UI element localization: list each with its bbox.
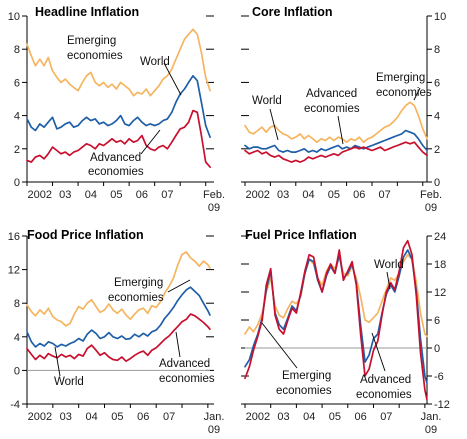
- food-panel: [8, 228, 225, 436]
- food-x-tick-label: 03: [59, 411, 72, 423]
- food-annotation: economies: [159, 373, 215, 385]
- fuel-panel: [241, 228, 450, 436]
- fuel-x-tick-label: 03: [277, 411, 290, 423]
- core-annotation: Advanced: [306, 88, 358, 100]
- headline-x-tick-label: 05: [110, 189, 123, 201]
- food-x-tick-label: 05: [111, 411, 124, 423]
- fuel-x-tick-label: 07: [380, 411, 393, 423]
- fuel-x-end-label: 09: [424, 424, 438, 436]
- fuel-x-tick-label: 2002: [245, 411, 271, 423]
- core-annotation: Emerging: [376, 72, 426, 84]
- food-y-tick-label: 4: [13, 331, 20, 344]
- headline-panel: [8, 5, 225, 214]
- core-y-tick-label: 4: [434, 110, 441, 123]
- food-title: Food Price Inflation: [27, 228, 144, 242]
- headline-x-tick-label: 06: [135, 189, 149, 201]
- food-leader-line: [176, 332, 180, 357]
- food-annotation: Emerging: [114, 277, 164, 289]
- headline-annotation: economies: [67, 50, 123, 62]
- core-x-tick-label: 05: [327, 189, 341, 201]
- core-panel: [241, 5, 446, 214]
- fuel-title: Fuel Price Inflation: [245, 228, 357, 242]
- fuel-x-tick-label: 05: [328, 411, 342, 423]
- fuel-x-end-label: Jan.: [420, 411, 442, 423]
- fuel-y-tick-label: -6: [434, 371, 444, 383]
- food-x-end-label: 09: [207, 424, 221, 436]
- core-annotation: economies: [376, 87, 432, 99]
- core-y-tick-label: 8: [434, 44, 441, 57]
- food-annotation: Advanced: [159, 358, 211, 370]
- food-x-tick-label: 06: [137, 411, 150, 423]
- food-annotation: World: [54, 376, 84, 388]
- headline-y-tick-label: 4: [13, 110, 20, 123]
- headline-y-tick-label: 0: [13, 177, 20, 189]
- core-x-tick-label: 2002: [245, 189, 270, 201]
- headline-annotation: Emerging: [67, 35, 117, 47]
- headline-annotation: Advanced: [90, 152, 142, 164]
- headline-x-tick-label: 2002: [27, 189, 53, 201]
- food-y-tick-label: -4: [10, 399, 20, 411]
- fuel-annotation: Advanced: [360, 374, 412, 386]
- headline-x-end-label: 09: [207, 202, 221, 214]
- headline-x-end-label: Feb.: [202, 189, 226, 201]
- fuel-annotation: economies: [356, 389, 412, 401]
- headline-y-tick-label: 10: [7, 11, 20, 23]
- headline-title: Headline Inflation: [35, 5, 140, 19]
- core-x-end-label: 09: [424, 202, 438, 214]
- headline-y-tick-label: 8: [13, 44, 20, 57]
- fuel-annotation: World: [374, 259, 404, 271]
- core-x-tick-label: 03: [276, 189, 290, 201]
- core-x-tick-label: 04: [302, 189, 315, 201]
- food-x-end-label: Jan.: [203, 411, 225, 423]
- core-x-tick-label: 06: [353, 189, 366, 201]
- headline-series-emerging: [27, 29, 210, 95]
- core-annotation: economies: [304, 103, 360, 115]
- core-series-advanced: [245, 142, 427, 162]
- headline-annotation: World: [140, 56, 170, 68]
- core-x-tick-label: 07: [378, 189, 391, 201]
- headline-x-tick-label: 03: [59, 189, 72, 201]
- headline-y-tick-label: 2: [13, 143, 20, 156]
- core-leader-line: [270, 109, 278, 140]
- fuel-y-tick-label: 0: [434, 343, 441, 355]
- core-y-tick-label: 0: [434, 177, 441, 189]
- headline-y-tick-label: 6: [13, 77, 20, 90]
- food-y-tick-label: 12: [7, 264, 20, 277]
- core-x-end-label: Feb.: [419, 189, 443, 201]
- food-x-tick-label: 2002: [27, 411, 53, 423]
- food-y-tick-label: 8: [13, 298, 20, 311]
- food-leader-line: [55, 347, 60, 376]
- fuel-y-tick-label: 18: [434, 259, 447, 271]
- fuel-y-tick-label: 24: [434, 231, 447, 243]
- core-y-tick-label: 6: [434, 77, 441, 90]
- fuel-x-tick-label: 06: [354, 411, 367, 423]
- headline-annotation: economies: [88, 166, 144, 178]
- food-y-tick-label: 16: [7, 231, 20, 243]
- food-x-tick-label: 04: [85, 411, 98, 423]
- fuel-annotation: Emerging: [282, 370, 332, 382]
- food-x-tick-label: 07: [162, 411, 176, 423]
- core-annotation: World: [252, 95, 282, 107]
- fuel-y-tick-label: -12: [434, 399, 450, 411]
- core-leader-line: [338, 116, 343, 144]
- core-y-tick-label: 10: [434, 11, 447, 23]
- fuel-annotation: economies: [276, 385, 332, 397]
- core-series-world: [245, 131, 427, 153]
- fuel-x-tick-label: 04: [303, 411, 316, 423]
- headline-x-tick-label: 07: [161, 189, 174, 201]
- food-annotation: economies: [108, 292, 164, 304]
- core-title: Core Inflation: [252, 5, 333, 19]
- fuel-y-tick-label: 6: [434, 315, 441, 327]
- headline-x-tick-label: 04: [84, 189, 97, 201]
- fuel-y-tick-label: 12: [434, 287, 447, 299]
- core-y-tick-label: 2: [434, 143, 441, 156]
- food-y-tick-label: 0: [13, 365, 20, 378]
